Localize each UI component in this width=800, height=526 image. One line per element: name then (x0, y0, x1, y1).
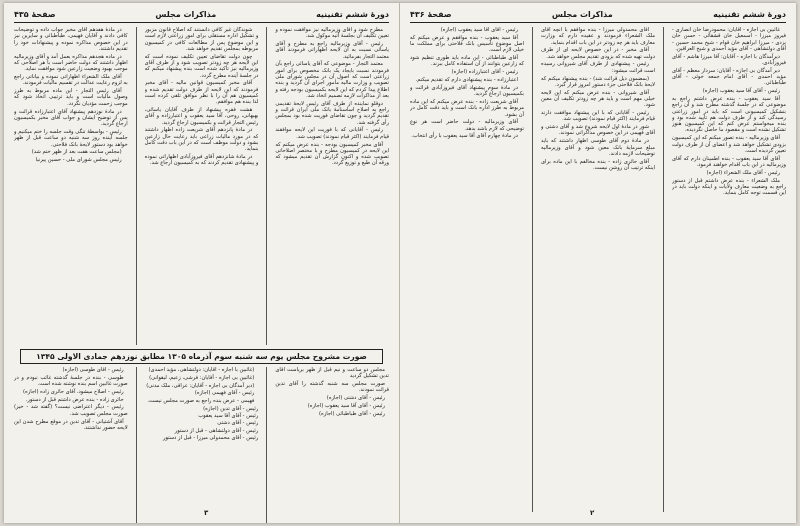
signature-line: رئیس - آقای محمدولی میرزا - قبل از دستور (162, 434, 259, 441)
paragraph: آقای آقا سید یعقوب - بنده اطمینان دارم که آقای وزیرمالیه در این باب اقدام خواهند فرمود. (672, 155, 786, 168)
paragraph: شور در مادهٔ اول لایحه شروع شد و آقای دشتی و آقای فهیمی در این خصوص مذاکراتی نمودند. (541, 124, 655, 137)
signature-list (145, 406, 259, 442)
paragraph: در مادهٔ پانزدهم آقای شریعت زاده اظهار داشتند که در مورد مالیات زراعی باید رعایت حال زارعین بشود و دولت موظف است که در این باب دقت کامل بنماید. (144, 127, 259, 153)
paragraph: در مادهٔ سوم پیشنهاد آقای فیروزآبادی قرائت و بکمیسیون ارجاع گردید. (410, 84, 524, 98)
paragraph: در مادهٔ نوزدهم پیشنهاد آقای اعتبارزاده قرائت و پس از توضیح ایشان و جواب آقای مخبر بکمیسیون ارجاع گردید. (13, 108, 128, 128)
paragraph: رئیس - آقای طوسی (اجازه) (62, 367, 124, 373)
document-spread (4, 3, 796, 523)
header-page-label: صفحهٔ ۴۳۵ (14, 10, 56, 19)
column (672, 27, 786, 512)
paragraph: غائبین بی اجازه - آقایان: محمودرضا خان انصاری - فیروز میرزا - اسمعیل خان قشقائی - حسن خان یزدی - میرزا ابراهیم خان قوام - شیخ محمد حسین - آقای دولتشاهی - آقای مؤید احمدی و شیخ العراقین. (672, 27, 786, 52)
signature-line: رئیس - آقای دشتی (217, 420, 259, 427)
column-rule (532, 27, 533, 512)
signature-line: رئیس - آقای تدین (اجازه) (203, 405, 259, 412)
paragraph: (غائبین بی اجازه - آقایان: فرشی، زعیم، لیقوانی) (149, 374, 255, 381)
paragraph: مطرح شود و آقای وزیرمالیه نیز موافقت نموده و تعیین تکلیف آن بجلسهٔ آتیه موکول شد. (275, 27, 389, 40)
paragraph: آقای آشتیانی - آقای تدین در موقع مطرح شدن این لایحه حضور نداشتند. (13, 418, 128, 431)
paragraph: آقای وزیرمالیه - بنده تصور میکنم که این کمیسیون بزودی تشکیل خواهد شد و اعضای آن از طرف دولت تعیین گردیده است. (672, 135, 786, 154)
paragraph: رئیس - آقای دشتی (اجازه) (326, 395, 385, 402)
column (14, 367, 128, 523)
paragraph: رئیس - بواسطهٔ تنگی وقت جلسه را ختم میکنیم و جلسه آینده روز سه شنبه دو ساعت قبل از ظهر خواهد بود دستور لایحهٔ بانک فلاحتی. (13, 128, 128, 148)
paragraph: چون دولت تقاضای تعیین تکلیف نموده است که این لایحه هر چه زودتر تصویب شود و از طرف آقای وزیرمالیه نیز تأکید شده است بنده پیشنهاد میکنم که در جلسهٔ آینده مطرح گردد. (144, 53, 259, 79)
paragraph: رئیس - آقایانی که با این پیشنهاد موافقت دارند قیام فرمایند (اکثر قیام نمودند) تصویب شد. (541, 110, 655, 123)
signature-line: رئیس - آقای دولتشاهی - قبل از دستور (174, 427, 259, 434)
paragraph: آقای طباطبائی - این ماده باید طوری تنظیم شود که زارعین بتوانند از آن استفاده کامل ببرند. (410, 55, 524, 68)
column (275, 367, 389, 523)
paragraph: در مادهٔ چهارم آقای آقا سید یعقوب با رأی انتخاب. (411, 133, 518, 140)
paragraph: مجلس دو ساعت و نیم قبل از ظهر بریاست آقای تدین تشکیل گردید (275, 367, 389, 380)
column-rule (136, 27, 137, 345)
paragraph: ملک الشعراء - بنده عرض داشتم قبل از دستور راجع به وضعیت معارف ولایات و اینکه دولت باید در این قسمت توجه کامل بنماید. (672, 177, 786, 197)
paragraph: اعتبارزاده - بنده پیشنهادی دارم که تقدیم میکنم. (415, 77, 518, 84)
header-session: دورهٔ ششم تقنینیه (713, 10, 786, 19)
column-rule (136, 367, 137, 523)
paragraph: در مادهٔ هفدهم آقای مخبر جواب داده و توضیحات کافی دادند و آقایان فهیمی، طباطبائی و سایرین نیز در این خصوص مذاکره نموده و پیشنهادات خود را تقدیم داشتند. (13, 27, 128, 52)
paragraph: هشت فقره پیشنهاد از طرف آقایان یاسائی، بهبهانی، روحی، آقا سید یعقوب و اعتبارزاده و آقای رئیس التجار قرائت و بکمیسیون ارجاع گردید. (144, 107, 259, 126)
column (541, 27, 655, 512)
paragraph: آقای شریعت زاده - بنده عرض میکنم که این ماده مربوط به طرز اداره بانک است و باید دقت کامل در آن بشود. (410, 98, 524, 118)
paragraph: در ماده هجدهم مذاکره بعمل آمد و آقای وزیرمالیه اظهار داشتند که دولت حاضر است با هر اصلاحی که موجب بهبود وضعیت زارعین شود موافقت نماید. (13, 53, 128, 73)
left-page (4, 3, 400, 523)
paragraph: رئیس - پیشنهادی از طرف آقای شیروانی رسیده است قرائت میشود: (541, 61, 655, 74)
paragraph: رئیس - آقای آقا سید یعقوب (اجازه) (307, 402, 385, 409)
paragraph: رئیس - آقای فهیمی (اجازه) (194, 390, 255, 397)
header-title: مذاکرات مجلس (551, 10, 613, 19)
header-session: دورهٔ ششم تقنینیه (316, 10, 389, 19)
paragraph: در مادهٔ شانزدهم آقای فیروزآبادی اظهاراتی نموده و پیشنهادی تقدیم کردند که به کمیسیون ارجاع شد. (144, 154, 259, 167)
paragraph: طوسی - بنده در جلسهٔ گذشته غائب نبودم و در صورت غائبین اسم بنده نوشته شده است. (13, 374, 128, 388)
paragraph: آقای رئیس التجار - این ماده مربوط به طرز وصول مالیات است و باید ترتیبی اتخاذ شود که موجب زحمت مؤدیان نگردد. (13, 88, 128, 107)
paragraph: (غائبین با اجازه - آقایان: دولتشاهی، مؤید احمدی) (148, 367, 255, 373)
paragraph: آقای مخبر کمیسیون قوانین مالیه - آقای مخبر فرمودند که این لایحه از طرف دولت تقدیم شده و کمیسیون هم آن را با نظر موافق تلقی کرده است لذا بنده هم موافقم. (144, 80, 259, 106)
paragraph: آقای حائری زاده - بنده مخالفم با این ماده برای اینکه ترتیب آن روشن نیست. (541, 158, 655, 171)
paragraph: دیر آمدگان بی اجازه - آقایان: سردار معظم - آقای مؤید احمدی - آقای امام جمعه خوئی - آقای طباطبائی. (672, 67, 786, 87)
paragraph: آقای وزیرمالیه - دولت حاضر است هر نوع توضیحی که لازم باشد بدهد. (410, 119, 524, 132)
paragraph: آقای مخبر - در این خصوص لایحه ای از طرف دولت تهیه شده که بزودی تقدیم مجلس خواهد شد. (541, 47, 655, 60)
text-columns (410, 27, 786, 512)
page-number: ۳ (204, 509, 209, 517)
paragraph: رئیس - آقای طباطبائی (اجازه) (319, 410, 385, 417)
paragraph: (بمضمون ذیل قرائت شد) - بنده پیشنهاد میکنم که لایحهٔ بانک فلاحتی جزء دستور امروز قرار گیرد. (541, 75, 655, 88)
paragraph: رئیس - اصلاح میشود. آقای حائری زاده (اجازه) (23, 388, 124, 395)
page-header (14, 9, 389, 23)
column-rule (266, 27, 267, 345)
paragraph: رئیس مجلس شورای ملی - حسین پیرنیا (35, 157, 122, 164)
column-rule (663, 27, 664, 512)
column (410, 27, 524, 512)
paragraph: دیرآمدگان با اجازه - آقایان: آقا میرزا هاشم - آقای فیروزآبادی. (672, 53, 786, 66)
column (14, 27, 128, 345)
paragraph: رئیس - آقای ملک الشعراء (اجازه) (706, 169, 780, 176)
text-columns (14, 27, 389, 345)
paragraph: فهیمی - عرض بنده راجع به صورت مجلس نیست. (147, 398, 255, 405)
paragraph: (مجلس ساعت هفت بعد از ظهر ختم شد) (31, 149, 122, 156)
signature-line: رئیس - آقای آقا سید یعقوب (198, 413, 259, 420)
paragraph: دوقلو نماینده از طرف آقای رئیس لایحهٔ تقدیمی راجع به اصلاح اساسنامهٔ بانک ملی ایران قرائت و تقدیم گردید و چون تقاضای فوریت شده بود بمجلس رأی گرفته شد. (275, 100, 389, 126)
page-header (410, 9, 786, 23)
paragraph: آقای ملک الشعراء اظهاراتی نموده و بیاناتی راجع به لزوم رعایت عدالت در تقسیم مالیات فرمودند. (13, 74, 128, 87)
paragraph: در مادهٔ دوم آقای طوسی اظهار داشتند که باید مبلغ سرمایهٔ بانک معین شود و آقای وزیرمالیه توضیحات لازمه دادند. (541, 138, 655, 157)
paragraph: رئیس - آقای وزیرمالیه راجع به مطرح و آقای یاسائی نسبت به آن لایحه اظهاراتی فرمودند آقای معتمد التجار بفرمائید. (275, 41, 389, 60)
header-title: مذاکرات مجلس (155, 10, 217, 19)
paragraph: شوندگان غیر کافی دانستند که اصلاح قانون مزبور و تشکیل اداره مستقلی برای امور زراعتی لازم است و این موضوع پس از مطالعات کافی در کمیسیون مربوطه بمجلس تقدیم خواهد شد. (144, 27, 259, 52)
paragraph: حائری زاده - بنده عرض داشتم قبل از دستور. (25, 396, 124, 403)
paragraph: معتمد التجار - موضوعی که آقای یاسائی راجع بآن فرمودند نسبت بایجاد یک بانک مخصوص برای امور زراعتی است که اصول آن در مجلس شورای ملی تصویب و وزارت مالیه مأمور اجرای آن گردید و بنده اطلاع پیدا کردم که این لایحه بکمیسیون بودجه رفته و بعد از مذاکرات لازمه تصمیم اتخاذ شد. (275, 61, 389, 99)
paragraph: آقای محمدولی میرزا - بنده موافقم با آنچه آقای ملک الشعراء فرمودند و عقیده دارم که وزارت معارف باید هر چه زودتر در این باب اقدام بنماید. (541, 27, 655, 46)
header-page-label: صفحهٔ ۴۳۶ (410, 10, 452, 19)
paragraph: صورت مجلس سه شنبه گذشته را آقای تدین قرائت نمودند. (275, 381, 389, 394)
page-number: ۲ (590, 509, 595, 517)
paragraph: (دیر آمدگان بی اجازه - آقایان: عراقی، ملک مدنی) (146, 382, 255, 389)
bottom-columns (14, 367, 389, 523)
column (145, 367, 259, 523)
session-banner: صورت مشروح مجلس یوم سه شنبه سوم آذرماه ۱۳۰۵ مطابق نوزدهم جمادی الاولی ۱۳۴۵ (20, 349, 383, 364)
paragraph: آقای مخبر کمیسیون بودجه - بنده عرض میکنم که این لایحه در کمیسیون مطرح و با مختصر اصلاحاتی تصویب شده و اکنون گزارش آن تقدیم میشود که ورقه آن طبع و توزیع گردد. (275, 141, 389, 167)
paragraph: رئیس - آقای آقا سید یعقوب (اجازه) (440, 27, 518, 33)
column-rule (266, 367, 267, 523)
paragraph: آقا سید یعقوب - بنده موافقم و عرض میکنم که اصل موضوع تأسیس بانک فلاحتی برای مملکت ما خیلی لازم است. (410, 34, 524, 54)
paragraph: آقای شیروانی - بنده عرض میکنم که این لایحه خیلی مهم است و باید هر چه زودتر تکلیف آن معین شود. (541, 89, 655, 109)
paragraph: رئیس - آقای اعتبارزاده (اجازه) (451, 69, 518, 76)
paragraph: رئیس - آقای آقا سید یعقوب (اجازه) (702, 88, 780, 95)
column (275, 27, 389, 345)
paragraph: آقا سید یعقوب - بنده عرض داشتم راجع به موضوعی که در جلسهٔ گذشته مطرح شد و آن راجع بتشکیل کمیسیونی است که باید در امور زراعتی رسیدگی کند و از طرف دولت هم تأیید شده بود و بنده میخواستم عرض کنم که این کمیسیون هنوز تشکیل نشده است و مقصود ما حاصل نگردیده. (672, 95, 786, 134)
paragraph: رئیس - آقایانی که با فوریت این لایحه موافقند قیام فرمایند (اکثر قیام نمودند) تصویب شد. (275, 127, 389, 140)
paragraph: رئیس - دیگر اعتراضی نیست؟ (گفته شد - خیر) صورت مجلس تصویب شد. (13, 404, 128, 417)
right-page (400, 3, 796, 523)
column (145, 27, 259, 345)
